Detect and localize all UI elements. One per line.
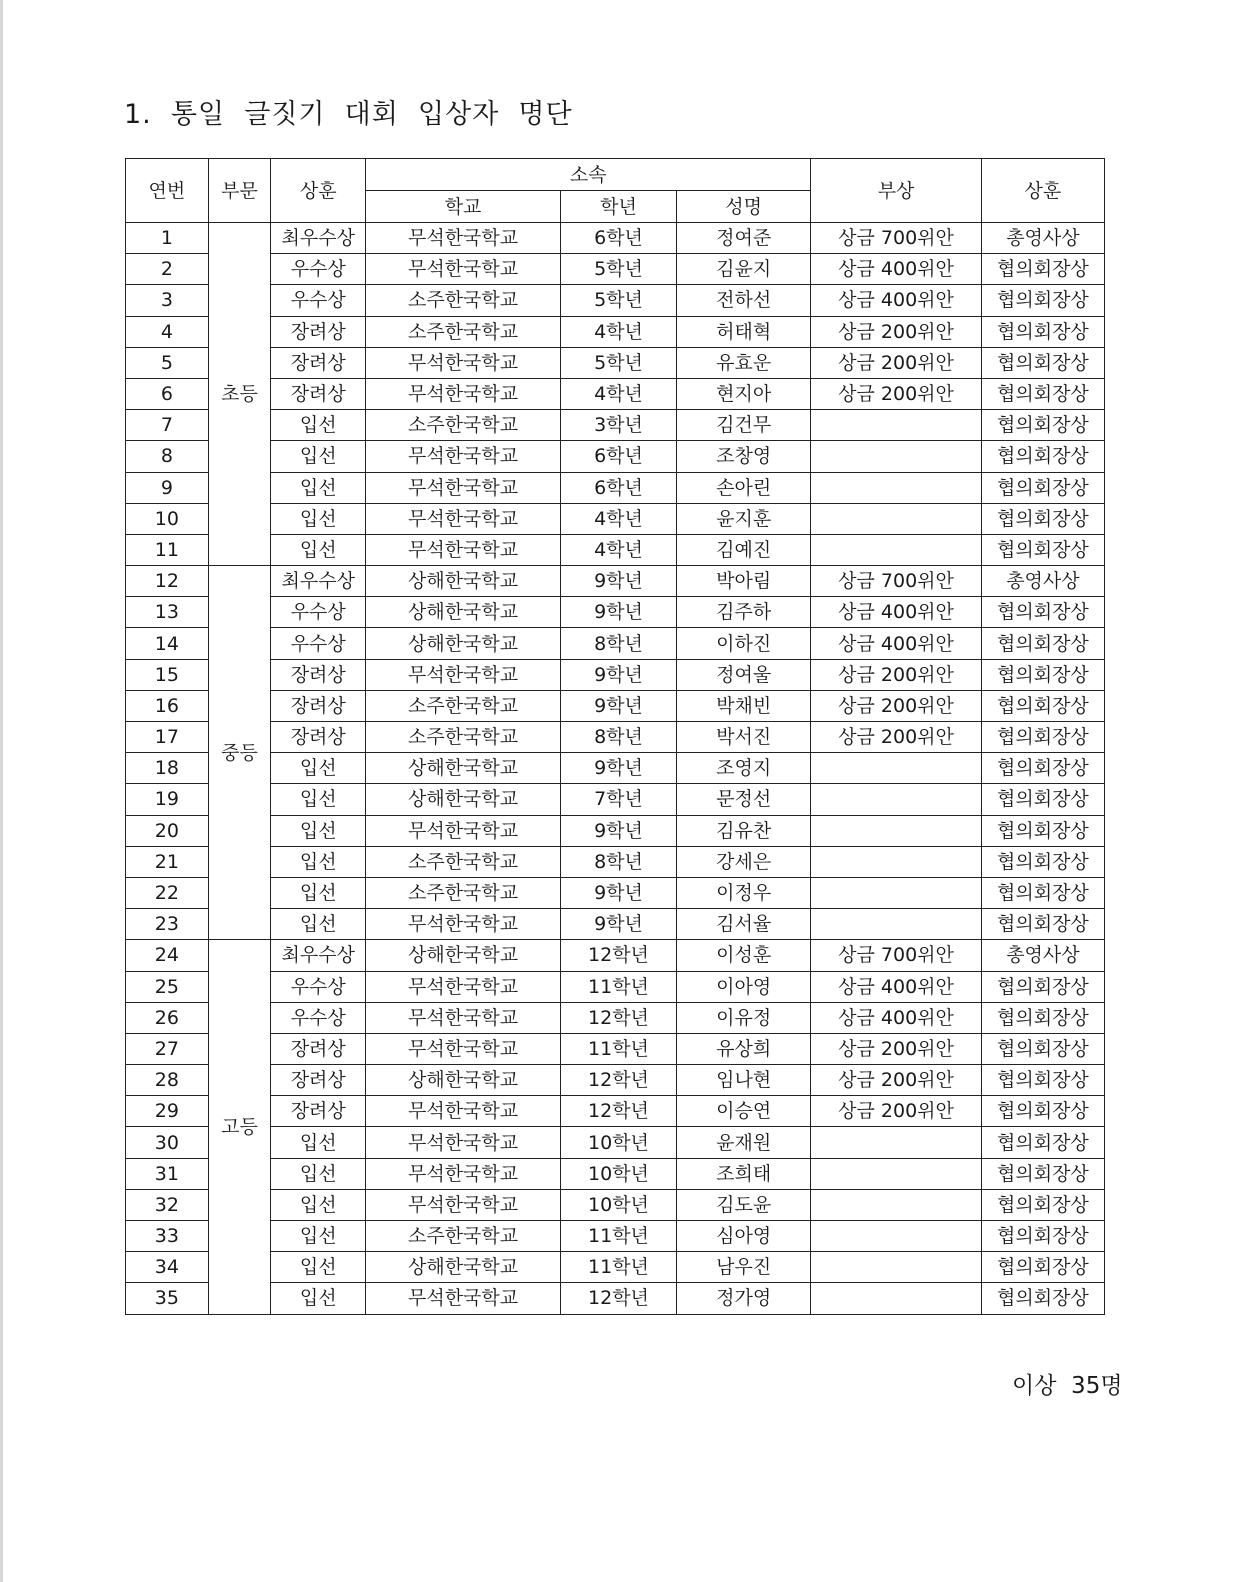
cell-prize: 상금 200위안	[811, 659, 982, 690]
cell-number: 1	[126, 223, 209, 254]
cell-name: 박아림	[677, 566, 811, 597]
cell-school: 무석한국학교	[366, 1096, 561, 1127]
cell-prize	[811, 1127, 982, 1158]
cell-award: 장려상	[271, 1096, 366, 1127]
cell-prize: 상금 400위안	[811, 628, 982, 659]
cell-school: 무석한국학교	[366, 815, 561, 846]
table-row	[126, 597, 1105, 628]
table-row	[126, 534, 1105, 565]
cell-school: 상해한국학교	[366, 566, 561, 597]
cell-grade: 4학년	[560, 534, 676, 565]
cell-name: 유효운	[677, 347, 811, 378]
cell-award: 입선	[271, 1189, 366, 1220]
cell-name: 김건무	[677, 410, 811, 441]
cell-award: 입선	[271, 784, 366, 815]
cell-grade: 5학년	[560, 254, 676, 285]
cell-name: 박채빈	[677, 690, 811, 721]
cell-grade: 12학년	[560, 940, 676, 971]
cell-school: 무석한국학교	[366, 1158, 561, 1189]
cell-award: 장려상	[271, 690, 366, 721]
table-row	[126, 347, 1105, 378]
cell-school: 무석한국학교	[366, 223, 561, 254]
cell-grade: 9학년	[560, 877, 676, 908]
cell-number: 4	[126, 316, 209, 347]
header-name: 성명	[677, 191, 811, 223]
cell-honor: 협의회장상	[981, 410, 1104, 441]
cell-award: 입선	[271, 846, 366, 877]
table-row	[126, 1033, 1105, 1064]
cell-award: 입선	[271, 410, 366, 441]
table-row	[126, 1096, 1105, 1127]
cell-number: 12	[126, 566, 209, 597]
cell-name: 김주하	[677, 597, 811, 628]
cell-prize: 상금 400위안	[811, 285, 982, 316]
cell-grade: 11학년	[560, 971, 676, 1002]
header-grade: 학년	[560, 191, 676, 223]
cell-prize	[811, 1158, 982, 1189]
cell-school: 무석한국학교	[366, 909, 561, 940]
cell-prize	[811, 1221, 982, 1252]
cell-grade: 12학년	[560, 1283, 676, 1314]
cell-name: 정여울	[677, 659, 811, 690]
cell-grade: 5학년	[560, 285, 676, 316]
document-title: 1. 통일 글짓기 대회 입상자 명단	[124, 99, 573, 130]
cell-school: 무석한국학교	[366, 254, 561, 285]
cell-name: 문정선	[677, 784, 811, 815]
cell-number: 22	[126, 877, 209, 908]
cell-name: 이승연	[677, 1096, 811, 1127]
cell-school: 상해한국학교	[366, 784, 561, 815]
header-affiliation: 소속	[366, 159, 811, 191]
table-row	[126, 566, 1105, 597]
table-row	[126, 940, 1105, 971]
cell-grade: 12학년	[560, 1096, 676, 1127]
cell-name: 남우진	[677, 1252, 811, 1283]
cell-prize: 상금 700위안	[811, 940, 982, 971]
table-row	[126, 1127, 1105, 1158]
cell-name: 유상희	[677, 1033, 811, 1064]
cell-honor: 협의회장상	[981, 534, 1104, 565]
cell-number: 31	[126, 1158, 209, 1189]
cell-grade: 11학년	[560, 1221, 676, 1252]
cell-award: 입선	[271, 1283, 366, 1314]
cell-grade: 4학년	[560, 503, 676, 534]
cell-name: 김유찬	[677, 815, 811, 846]
cell-prize	[811, 1252, 982, 1283]
cell-honor: 협의회장상	[981, 1127, 1104, 1158]
cell-prize	[811, 503, 982, 534]
cell-grade: 8학년	[560, 846, 676, 877]
cell-name: 이아영	[677, 971, 811, 1002]
cell-name: 조창영	[677, 441, 811, 472]
cell-prize: 상금 700위안	[811, 566, 982, 597]
cell-honor: 협의회장상	[981, 753, 1104, 784]
table-row	[126, 659, 1105, 690]
header-division: 부문	[208, 159, 271, 223]
cell-grade: 10학년	[560, 1158, 676, 1189]
cell-award: 우수상	[271, 628, 366, 659]
cell-school: 상해한국학교	[366, 1065, 561, 1096]
table-row	[126, 1189, 1105, 1220]
cell-number: 14	[126, 628, 209, 659]
table-row	[126, 690, 1105, 721]
cell-number: 9	[126, 472, 209, 503]
cell-prize: 상금 200위안	[811, 378, 982, 409]
table-row	[126, 1252, 1105, 1283]
cell-name: 조희태	[677, 1158, 811, 1189]
table-row	[126, 1283, 1105, 1314]
cell-school: 소주한국학교	[366, 316, 561, 347]
cell-name: 이정우	[677, 877, 811, 908]
cell-award: 최우수상	[271, 566, 366, 597]
cell-honor: 협의회장상	[981, 597, 1104, 628]
cell-honor: 총영사상	[981, 940, 1104, 971]
table-body	[126, 223, 1105, 1315]
cell-school: 무석한국학교	[366, 441, 561, 472]
cell-grade: 3학년	[560, 410, 676, 441]
cell-number: 3	[126, 285, 209, 316]
cell-award: 입선	[271, 877, 366, 908]
cell-name: 심아영	[677, 1221, 811, 1252]
cell-division: 초등	[208, 223, 271, 566]
cell-grade: 10학년	[560, 1189, 676, 1220]
cell-school: 소주한국학교	[366, 410, 561, 441]
cell-honor: 협의회장상	[981, 815, 1104, 846]
cell-grade: 12학년	[560, 1002, 676, 1033]
cell-honor: 협의회장상	[981, 347, 1104, 378]
cell-prize: 상금 200위안	[811, 722, 982, 753]
cell-name: 윤재원	[677, 1127, 811, 1158]
cell-school: 무석한국학교	[366, 1002, 561, 1033]
cell-award: 최우수상	[271, 223, 366, 254]
cell-prize: 상금 200위안	[811, 1033, 982, 1064]
table-row	[126, 378, 1105, 409]
cell-school: 소주한국학교	[366, 1221, 561, 1252]
cell-award: 장려상	[271, 316, 366, 347]
cell-honor: 협의회장상	[981, 909, 1104, 940]
cell-award: 우수상	[271, 285, 366, 316]
cell-name: 김예진	[677, 534, 811, 565]
cell-grade: 9학년	[560, 566, 676, 597]
cell-award: 장려상	[271, 347, 366, 378]
table-row	[126, 254, 1105, 285]
cell-name: 허태혁	[677, 316, 811, 347]
cell-school: 소주한국학교	[366, 690, 561, 721]
table-row	[126, 223, 1105, 254]
cell-school: 무석한국학교	[366, 659, 561, 690]
cell-name: 현지아	[677, 378, 811, 409]
cell-grade: 9학년	[560, 659, 676, 690]
cell-school: 소주한국학교	[366, 846, 561, 877]
cell-honor: 협의회장상	[981, 1158, 1104, 1189]
cell-school: 상해한국학교	[366, 753, 561, 784]
cell-honor: 협의회장상	[981, 285, 1104, 316]
cell-honor: 협의회장상	[981, 628, 1104, 659]
cell-number: 7	[126, 410, 209, 441]
cell-number: 18	[126, 753, 209, 784]
cell-school: 상해한국학교	[366, 597, 561, 628]
cell-award: 입선	[271, 1221, 366, 1252]
cell-honor: 협의회장상	[981, 441, 1104, 472]
cell-award: 우수상	[271, 254, 366, 285]
table-row	[126, 1158, 1105, 1189]
cell-number: 24	[126, 940, 209, 971]
cell-grade: 11학년	[560, 1033, 676, 1064]
cell-number: 30	[126, 1127, 209, 1158]
cell-prize	[811, 410, 982, 441]
table-row	[126, 722, 1105, 753]
cell-prize	[811, 753, 982, 784]
cell-grade: 7학년	[560, 784, 676, 815]
cell-honor: 협의회장상	[981, 1252, 1104, 1283]
cell-award: 장려상	[271, 659, 366, 690]
cell-grade: 9학년	[560, 597, 676, 628]
winners-table	[125, 158, 1105, 1315]
table-row	[126, 1002, 1105, 1033]
cell-school: 무석한국학교	[366, 1127, 561, 1158]
cell-award: 입선	[271, 472, 366, 503]
cell-honor: 협의회장상	[981, 1065, 1104, 1096]
cell-name: 이성훈	[677, 940, 811, 971]
cell-prize	[811, 909, 982, 940]
cell-prize	[811, 534, 982, 565]
cell-grade: 6학년	[560, 223, 676, 254]
table-row	[126, 846, 1105, 877]
cell-school: 무석한국학교	[366, 472, 561, 503]
cell-honor: 협의회장상	[981, 1096, 1104, 1127]
cell-school: 무석한국학교	[366, 1283, 561, 1314]
cell-grade: 4학년	[560, 378, 676, 409]
cell-name: 정가영	[677, 1283, 811, 1314]
cell-prize	[811, 846, 982, 877]
cell-prize	[811, 1189, 982, 1220]
cell-award: 입선	[271, 441, 366, 472]
cell-honor: 협의회장상	[981, 316, 1104, 347]
cell-name: 정여준	[677, 223, 811, 254]
cell-honor: 협의회장상	[981, 846, 1104, 877]
table-row	[126, 1065, 1105, 1096]
cell-grade: 9학년	[560, 909, 676, 940]
cell-number: 27	[126, 1033, 209, 1064]
cell-grade: 12학년	[560, 1065, 676, 1096]
cell-honor: 협의회장상	[981, 503, 1104, 534]
cell-number: 20	[126, 815, 209, 846]
cell-honor: 협의회장상	[981, 1283, 1104, 1314]
cell-school: 무석한국학교	[366, 1033, 561, 1064]
cell-prize: 상금 400위안	[811, 1002, 982, 1033]
cell-prize	[811, 1283, 982, 1314]
cell-award: 최우수상	[271, 940, 366, 971]
cell-grade: 4학년	[560, 316, 676, 347]
table-row	[126, 472, 1105, 503]
cell-school: 소주한국학교	[366, 877, 561, 908]
cell-number: 8	[126, 441, 209, 472]
table-row	[126, 503, 1105, 534]
cell-award: 입선	[271, 1127, 366, 1158]
table-row	[126, 877, 1105, 908]
cell-award: 입선	[271, 503, 366, 534]
cell-award: 입선	[271, 1252, 366, 1283]
table-row	[126, 1221, 1105, 1252]
table-header	[126, 159, 1105, 223]
cell-honor: 협의회장상	[981, 690, 1104, 721]
cell-grade: 9학년	[560, 815, 676, 846]
cell-number: 34	[126, 1252, 209, 1283]
cell-number: 16	[126, 690, 209, 721]
cell-name: 조영지	[677, 753, 811, 784]
cell-honor: 협의회장상	[981, 722, 1104, 753]
cell-award: 장려상	[271, 722, 366, 753]
cell-name: 임나현	[677, 1065, 811, 1096]
cell-name: 이하진	[677, 628, 811, 659]
cell-number: 19	[126, 784, 209, 815]
cell-prize	[811, 784, 982, 815]
cell-award: 우수상	[271, 1002, 366, 1033]
cell-school: 무석한국학교	[366, 1189, 561, 1220]
cell-number: 5	[126, 347, 209, 378]
cell-prize	[811, 815, 982, 846]
cell-number: 6	[126, 378, 209, 409]
cell-honor: 협의회장상	[981, 254, 1104, 285]
cell-prize: 상금 200위안	[811, 690, 982, 721]
cell-name: 윤지훈	[677, 503, 811, 534]
cell-school: 무석한국학교	[366, 378, 561, 409]
cell-grade: 6학년	[560, 472, 676, 503]
cell-name: 김도윤	[677, 1189, 811, 1220]
table-row	[126, 441, 1105, 472]
cell-award: 장려상	[271, 1065, 366, 1096]
cell-school: 무석한국학교	[366, 347, 561, 378]
table-row	[126, 909, 1105, 940]
cell-honor: 협의회장상	[981, 1033, 1104, 1064]
cell-award: 우수상	[271, 597, 366, 628]
cell-grade: 9학년	[560, 753, 676, 784]
cell-honor: 협의회장상	[981, 472, 1104, 503]
table-row	[126, 410, 1105, 441]
cell-award: 입선	[271, 753, 366, 784]
cell-prize	[811, 877, 982, 908]
cell-number: 28	[126, 1065, 209, 1096]
cell-name: 손아린	[677, 472, 811, 503]
cell-number: 17	[126, 722, 209, 753]
cell-grade: 6학년	[560, 441, 676, 472]
cell-prize: 상금 400위안	[811, 254, 982, 285]
table-row	[126, 753, 1105, 784]
cell-prize: 상금 700위안	[811, 223, 982, 254]
cell-school: 소주한국학교	[366, 722, 561, 753]
cell-name: 김서율	[677, 909, 811, 940]
cell-school: 소주한국학교	[366, 285, 561, 316]
total-count: 이상 35명	[1012, 1373, 1123, 1399]
cell-grade: 9학년	[560, 690, 676, 721]
cell-division: 중등	[208, 566, 271, 940]
cell-grade: 8학년	[560, 722, 676, 753]
cell-prize: 상금 200위안	[811, 1096, 982, 1127]
cell-prize: 상금 200위안	[811, 316, 982, 347]
cell-school: 무석한국학교	[366, 971, 561, 1002]
cell-prize: 상금 400위안	[811, 971, 982, 1002]
cell-number: 13	[126, 597, 209, 628]
cell-grade: 10학년	[560, 1127, 676, 1158]
cell-honor: 협의회장상	[981, 1002, 1104, 1033]
cell-number: 26	[126, 1002, 209, 1033]
cell-prize	[811, 441, 982, 472]
cell-number: 21	[126, 846, 209, 877]
cell-award: 우수상	[271, 971, 366, 1002]
cell-prize: 상금 200위안	[811, 347, 982, 378]
cell-award: 장려상	[271, 1033, 366, 1064]
table-row	[126, 628, 1105, 659]
cell-number: 35	[126, 1283, 209, 1314]
header-number: 연번	[126, 159, 209, 223]
cell-name: 박서진	[677, 722, 811, 753]
cell-award: 장려상	[271, 378, 366, 409]
cell-grade: 11학년	[560, 1252, 676, 1283]
cell-school: 상해한국학교	[366, 1252, 561, 1283]
cell-award: 입선	[271, 1158, 366, 1189]
cell-name: 강세은	[677, 846, 811, 877]
cell-honor: 협의회장상	[981, 877, 1104, 908]
cell-school: 상해한국학교	[366, 940, 561, 971]
cell-prize: 상금 200위안	[811, 1065, 982, 1096]
cell-honor: 총영사상	[981, 223, 1104, 254]
cell-grade: 5학년	[560, 347, 676, 378]
table-row	[126, 971, 1105, 1002]
header-honor: 상훈	[981, 159, 1104, 223]
cell-number: 32	[126, 1189, 209, 1220]
cell-honor: 협의회장상	[981, 1189, 1104, 1220]
cell-number: 10	[126, 503, 209, 534]
cell-number: 11	[126, 534, 209, 565]
header-school: 학교	[366, 191, 561, 223]
header-award: 상훈	[271, 159, 366, 223]
cell-honor: 협의회장상	[981, 659, 1104, 690]
cell-honor: 협의회장상	[981, 971, 1104, 1002]
cell-school: 상해한국학교	[366, 628, 561, 659]
cell-number: 29	[126, 1096, 209, 1127]
page-edge	[0, 0, 3, 1582]
cell-number: 2	[126, 254, 209, 285]
table-row	[126, 784, 1105, 815]
table-row	[126, 815, 1105, 846]
header-prize: 부상	[811, 159, 982, 223]
cell-award: 입선	[271, 534, 366, 565]
cell-name: 이유정	[677, 1002, 811, 1033]
cell-honor: 협의회장상	[981, 784, 1104, 815]
table-row	[126, 285, 1105, 316]
cell-school: 무석한국학교	[366, 503, 561, 534]
cell-name: 전하선	[677, 285, 811, 316]
cell-award: 입선	[271, 909, 366, 940]
cell-grade: 8학년	[560, 628, 676, 659]
cell-award: 입선	[271, 815, 366, 846]
table-row	[126, 316, 1105, 347]
cell-number: 23	[126, 909, 209, 940]
cell-prize: 상금 400위안	[811, 597, 982, 628]
cell-division: 고등	[208, 940, 271, 1314]
cell-number: 15	[126, 659, 209, 690]
cell-number: 25	[126, 971, 209, 1002]
cell-number: 33	[126, 1221, 209, 1252]
cell-honor: 협의회장상	[981, 378, 1104, 409]
cell-school: 무석한국학교	[366, 534, 561, 565]
cell-name: 김윤지	[677, 254, 811, 285]
cell-prize	[811, 472, 982, 503]
cell-honor: 협의회장상	[981, 1221, 1104, 1252]
cell-honor: 총영사상	[981, 566, 1104, 597]
